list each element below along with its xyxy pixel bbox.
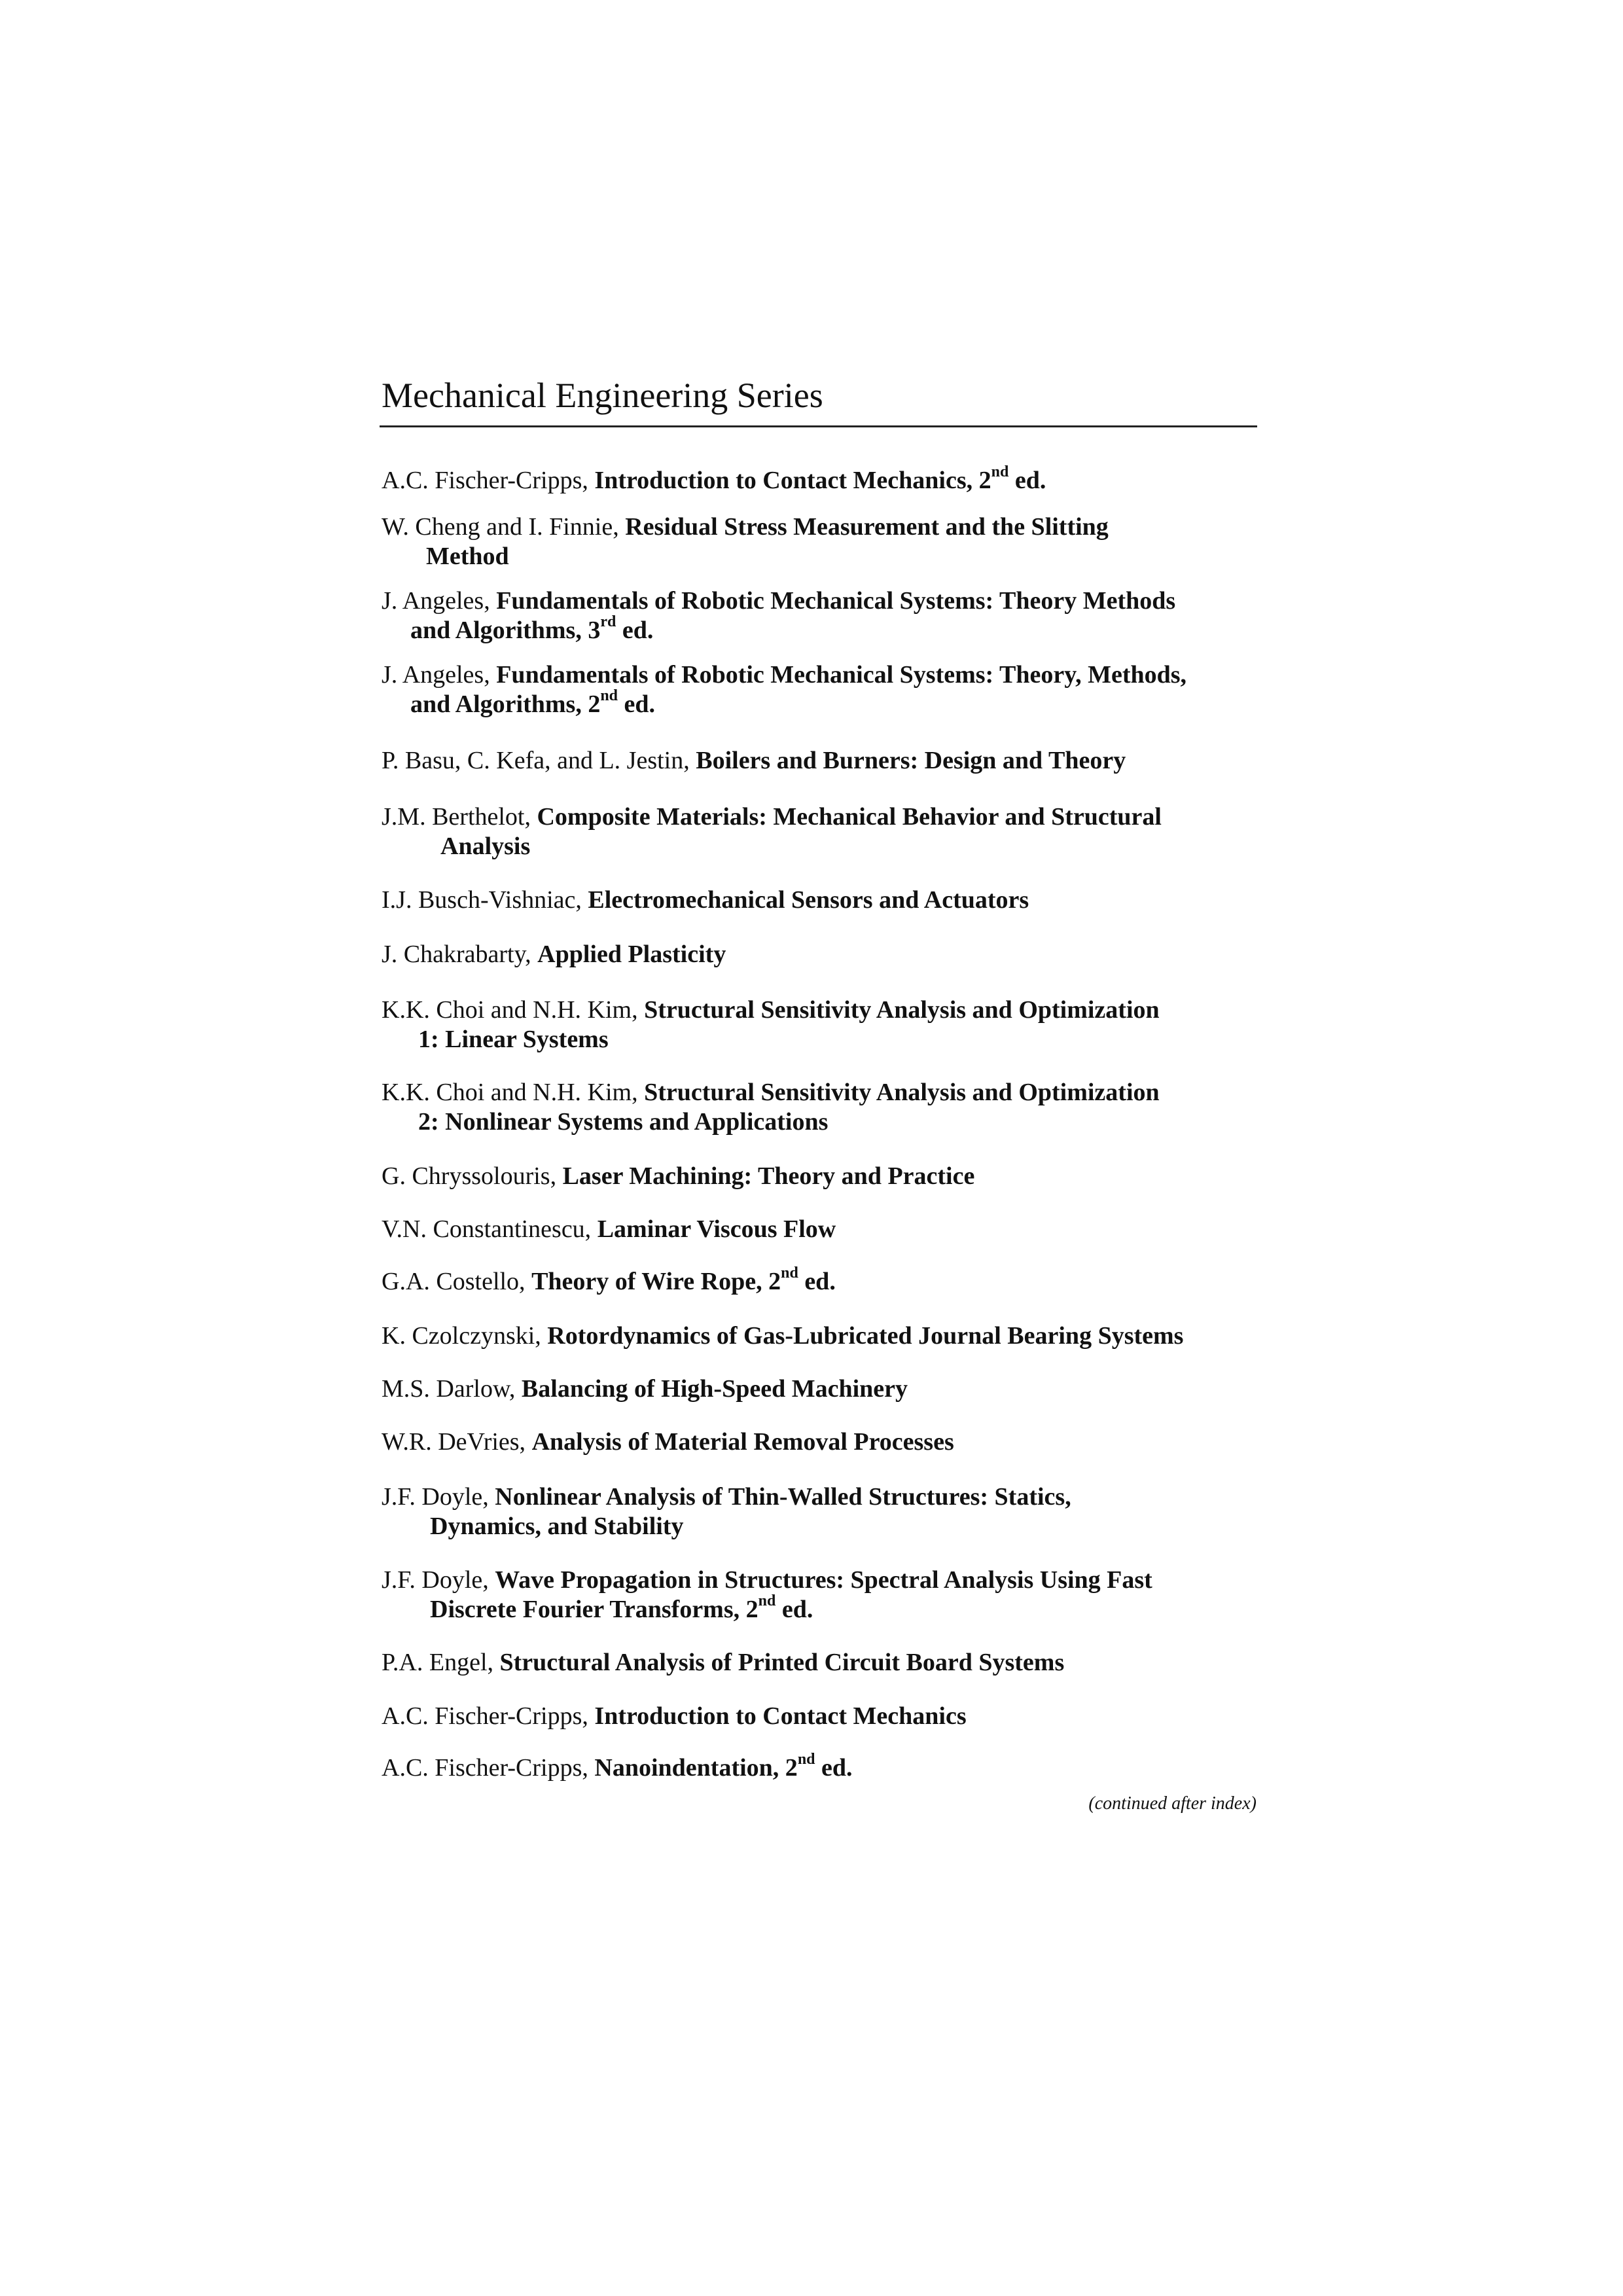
list-item: [382, 802, 1255, 861]
entry-title: Nanoindentation, 2: [594, 1754, 798, 1782]
list-item: [382, 1215, 1255, 1244]
entry-title: Theory of Wire Rope, 2: [531, 1268, 781, 1295]
entry-title-continuation: and Algorithms, 2: [410, 691, 601, 718]
entry-line: [382, 1427, 1255, 1457]
entry-line: [382, 1648, 1255, 1677]
list-item: [382, 1648, 1255, 1677]
entry-title: Laser Machining: Theory and Practice: [562, 1162, 975, 1190]
entry-author: K. Czolczynski,: [382, 1322, 548, 1350]
entry-suffix: ed.: [776, 1596, 813, 1623]
entry-line: [382, 613, 1255, 645]
entry-line: [382, 1078, 1255, 1107]
entry-title: Analysis of Material Removal Processes: [531, 1428, 954, 1456]
entry-title: Boilers and Burners: Design and Theory: [696, 747, 1126, 774]
entry-suffix: ed.: [798, 1268, 836, 1295]
entry-title: Laminar Viscous Flow: [597, 1215, 836, 1243]
entry-title-continuation: Discrete Fourier Transforms, 2: [430, 1596, 758, 1623]
entry-title: Introduction to Contact Mechanics: [594, 1702, 967, 1730]
entry-author: I.J. Busch-Vishniac,: [382, 886, 588, 914]
entry-author: J.F. Doyle,: [382, 1566, 495, 1594]
list-item: [382, 940, 1255, 969]
entry-author: P.A. Engel,: [382, 1649, 500, 1676]
entry-author: K.K. Choi and N.H. Kim,: [382, 996, 645, 1024]
entry-title: Rotordynamics of Gas-Lubricated Journal Bearing Systems: [547, 1322, 1184, 1350]
entry-author: A.C. Fischer-Cripps,: [382, 467, 595, 494]
entry-author: P. Basu, C. Kefa, and L. Jestin,: [382, 747, 696, 774]
entry-line: [382, 1162, 1255, 1191]
entry-author: J.F. Doyle,: [382, 1483, 495, 1511]
entry-title-continuation: 2: Nonlinear Systems and Applications: [418, 1108, 829, 1136]
entry-author: V.N. Constantinescu,: [382, 1215, 597, 1243]
entry-title: Introduction to Contact Mechanics, 2: [594, 467, 991, 494]
entry-line: [382, 660, 1255, 690]
list-item: [382, 1566, 1255, 1624]
entry-title: Structural Analysis of Printed Circuit Board Systems: [499, 1649, 1065, 1676]
entry-author: J. Angeles,: [382, 661, 497, 689]
entry-line: [382, 687, 1255, 719]
entry-line: [382, 1215, 1255, 1244]
entry-title: Wave Propagation in Structures: Spectral Analysis Using Fast: [495, 1566, 1152, 1594]
entry-author: M.S. Darlow,: [382, 1375, 522, 1403]
entry-line: [382, 512, 1255, 542]
list-item: [382, 512, 1255, 571]
list-item: [382, 996, 1255, 1054]
entry-author: K.K. Choi and N.H. Kim,: [382, 1079, 645, 1106]
entry-superscript: nd: [991, 463, 1009, 481]
entry-line: [382, 586, 1255, 616]
entry-title-continuation: Analysis: [440, 833, 531, 860]
list-item: [382, 1702, 1255, 1731]
entry-author: W. Cheng and I. Finnie,: [382, 513, 626, 541]
list-item: [382, 1753, 1255, 1783]
entry-title: Fundamentals of Robotic Mechanical Systems: Theory Methods: [496, 587, 1176, 615]
entry-title: Balancing of High-Speed Machinery: [521, 1375, 908, 1403]
list-item: [382, 1267, 1255, 1297]
entry-line: [382, 1321, 1255, 1351]
list-item: [382, 1482, 1255, 1541]
entry-title: Residual Stress Measurement and the Slitting: [625, 513, 1109, 541]
entry-line: [382, 1374, 1255, 1404]
series-title: Mechanical Engineering Series: [382, 376, 823, 415]
entry-superscript: nd: [781, 1265, 798, 1282]
entry-author: G.A. Costello,: [382, 1268, 532, 1295]
entry-title: Electromechanical Sensors and Actuators: [588, 886, 1029, 914]
list-item: [382, 1374, 1255, 1404]
entry-line: [382, 802, 1255, 832]
list-item: [382, 1162, 1255, 1191]
entry-author: J.M. Berthelot,: [382, 803, 537, 831]
list-item: [382, 586, 1255, 645]
entry-title-continuation: Method: [426, 543, 509, 570]
entry-line: [382, 996, 1255, 1025]
entry-line: [382, 1482, 1255, 1512]
entry-author: W.R. DeVries,: [382, 1428, 532, 1456]
entry-line: [382, 1702, 1255, 1731]
list-item: [382, 1078, 1255, 1137]
entry-suffix: ed.: [616, 617, 654, 644]
entry-title: Fundamentals of Robotic Mechanical Systems: Theory, Methods,: [496, 661, 1187, 689]
entry-author: A.C. Fischer-Cripps,: [382, 1702, 595, 1730]
entry-author: J. Angeles,: [382, 587, 497, 615]
entry-title-continuation: Dynamics, and Stability: [430, 1513, 684, 1540]
entry-title: Structural Sensitivity Analysis and Optimization: [644, 1079, 1160, 1106]
entry-line: [382, 1592, 1255, 1624]
list-item: [382, 1427, 1255, 1457]
entry-author: G. Chryssolouris,: [382, 1162, 563, 1190]
entry-suffix: ed.: [815, 1754, 853, 1782]
entry-title-continuation: and Algorithms, 3: [410, 617, 601, 644]
entry-line: [382, 1566, 1255, 1595]
entry-title: Composite Materials: Mechanical Behavior and Structural: [537, 803, 1162, 831]
list-item: [382, 886, 1255, 915]
entry-superscript: rd: [600, 613, 616, 631]
entry-line: [382, 746, 1255, 776]
entry-superscript: nd: [797, 1751, 815, 1768]
title-rule: [380, 425, 1257, 427]
list-item: [382, 463, 1255, 495]
list-item: [382, 660, 1255, 719]
entry-line: [382, 1267, 1255, 1297]
entry-line: [382, 886, 1255, 915]
list-item: [382, 746, 1255, 776]
entry-suffix: ed.: [1008, 467, 1046, 494]
continued-note: (continued after index): [1088, 1793, 1257, 1814]
entry-superscript: nd: [600, 687, 618, 705]
entry-author: J. Chakrabarty,: [382, 941, 538, 968]
entry-author: A.C. Fischer-Cripps,: [382, 1754, 595, 1782]
entry-line: [382, 1753, 1255, 1783]
entry-title-continuation: 1: Linear Systems: [418, 1026, 609, 1053]
entry-title: Nonlinear Analysis of Thin-Walled Structures: Statics,: [495, 1483, 1071, 1511]
entry-suffix: ed.: [618, 691, 656, 718]
entry-title: Structural Sensitivity Analysis and Optimization: [644, 996, 1160, 1024]
list-item: [382, 1321, 1255, 1351]
entry-title: Applied Plasticity: [537, 941, 726, 968]
entry-line: [382, 940, 1255, 969]
entry-superscript: nd: [758, 1592, 776, 1610]
entry-line: [382, 463, 1255, 495]
